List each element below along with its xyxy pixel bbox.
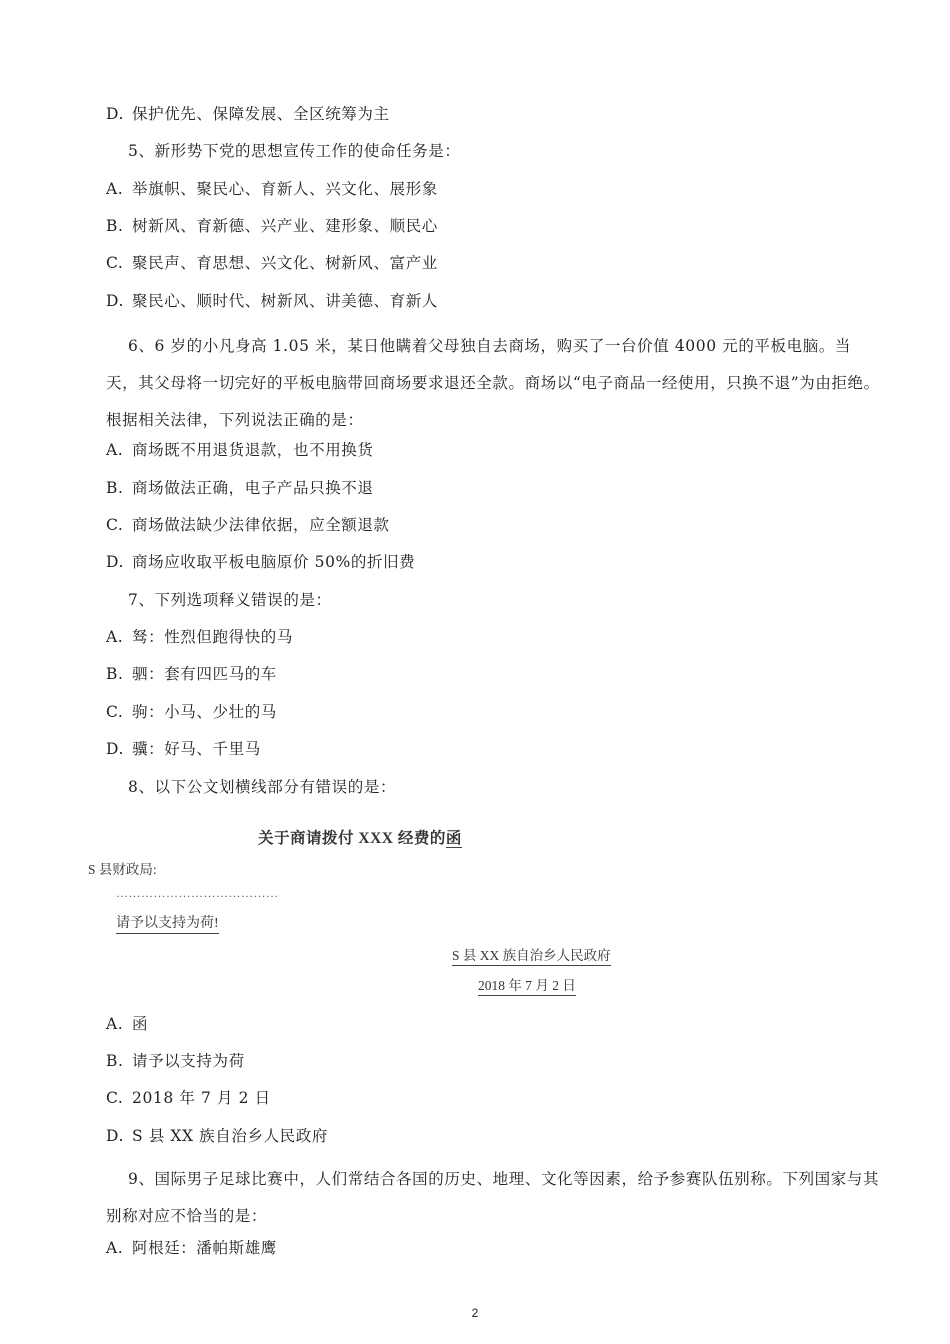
option-text: 骥：好马、千里马: [132, 740, 261, 758]
option-letter: B.: [106, 1052, 124, 1070]
q9-stem: 9、国际男子足球比赛中，人们常结合各国的历史、地理、文化等因素，给予参赛队伍别称。下列国家与其别称对应不恰当的是：: [106, 1170, 880, 1225]
option-letter: C.: [106, 254, 124, 272]
option-text: 函: [132, 1015, 149, 1033]
q5-option-a: [106, 179, 438, 199]
q8-option-b: [106, 1051, 245, 1071]
letter-title: [258, 826, 462, 848]
option-letter: C.: [106, 703, 124, 721]
q7-option-a: [106, 627, 293, 647]
q8-option-c: [106, 1088, 271, 1108]
option-letter: D.: [106, 105, 125, 123]
q5-option-c: [106, 253, 438, 273]
option-letter: A.: [106, 441, 124, 459]
q5-stem: 5、新形势下党的思想宣传工作的使命任务是：: [128, 142, 461, 160]
q5-option-d: [106, 291, 438, 311]
letter-addressee: S 县财政局:: [88, 862, 157, 877]
option-text: 驽：性烈但跑得快的马: [132, 628, 294, 646]
option-letter: D.: [106, 292, 125, 310]
option-letter: C.: [106, 1089, 124, 1107]
q4-option-d: [106, 104, 390, 124]
option-letter: D.: [106, 1127, 125, 1145]
official-letter-image: [86, 820, 706, 1000]
option-text: 驷：套有四匹马的车: [132, 665, 277, 683]
letter-closing: 请予以支持为荷!: [116, 912, 219, 934]
option-text: 举旗帜、聚民心、育新人、兴文化、展形象: [132, 180, 438, 198]
option-text: 商场做法缺少法律依据，应全额退款: [132, 516, 390, 534]
q7-stem: 7、下列选项释义错误的是：: [128, 591, 332, 609]
option-letter: B.: [106, 665, 124, 683]
page-number: 2: [471, 1306, 479, 1320]
option-text: 请予以支持为荷: [132, 1052, 245, 1070]
option-letter: D.: [106, 553, 125, 571]
q8-option-d: [106, 1126, 328, 1146]
letter-title-underlined: 函: [445, 830, 462, 847]
q5-option-b: [106, 216, 438, 236]
option-text: 驹：小马、少壮的马: [132, 703, 277, 721]
option-text: 商场做法正确，电子产品只换不退: [132, 479, 374, 497]
q8-option-a: [106, 1014, 148, 1034]
option-text: 聚民心、顺时代、树新风、讲美德、育新人: [132, 292, 438, 310]
option-letter: D.: [106, 740, 125, 758]
letter-sender: S 县 XX 族自治乡人民政府: [452, 944, 611, 966]
q6-option-a: [106, 440, 374, 460]
q6-option-c: [106, 515, 390, 535]
letter-title-text: 关于商请拨付 XXX 经费的: [258, 830, 446, 847]
q6-option-b: [106, 478, 374, 498]
q6-option-d: [106, 552, 415, 572]
option-text: 聚民声、育思想、兴文化、树新风、富产业: [132, 254, 438, 272]
letter-body-placeholder: …………………………………: [116, 886, 279, 900]
option-letter: B.: [106, 217, 124, 235]
option-letter: A.: [106, 1015, 124, 1033]
option-text: 商场应收取平板电脑原价 50%的折旧费: [132, 553, 416, 571]
option-letter: A.: [106, 628, 124, 646]
q6-stem: 6、6 岁的小凡身高 1.05 米，某日他瞒着父母独自去商场，购买了一台价值 4000 元的平板电脑。当天，其父母将一切完好的平板电脑带回商场要求退还全款。商场以“电子商品一经使用，只换不退”为由拒绝。根据相关法律，下列说法正确的是：: [106, 337, 880, 429]
option-text: S 县 XX 族自治乡人民政府: [132, 1127, 328, 1145]
letter-date: 2018 年 7 月 2 日: [478, 974, 576, 996]
q7-option-c: [106, 702, 277, 722]
option-text: 树新风、育新德、兴产业、建形象、顺民心: [132, 217, 438, 235]
q7-option-b: [106, 664, 277, 684]
option-text: 阿根廷：潘帕斯雄鹰: [132, 1239, 277, 1257]
q9-option-a: [106, 1238, 277, 1258]
option-letter: A.: [106, 1239, 124, 1257]
q8-stem: 8、以下公文划横线部分有错误的是：: [128, 778, 397, 796]
option-text: 商场既不用退货退款，也不用换货: [132, 441, 374, 459]
option-letter: C.: [106, 516, 124, 534]
option-letter: B.: [106, 479, 124, 497]
option-text: 2018 年 7 月 2 日: [132, 1089, 271, 1107]
q7-option-d: [106, 739, 261, 759]
option-text: 保护优先、保障发展、全区统筹为主: [132, 105, 390, 123]
option-letter: A.: [106, 180, 124, 198]
